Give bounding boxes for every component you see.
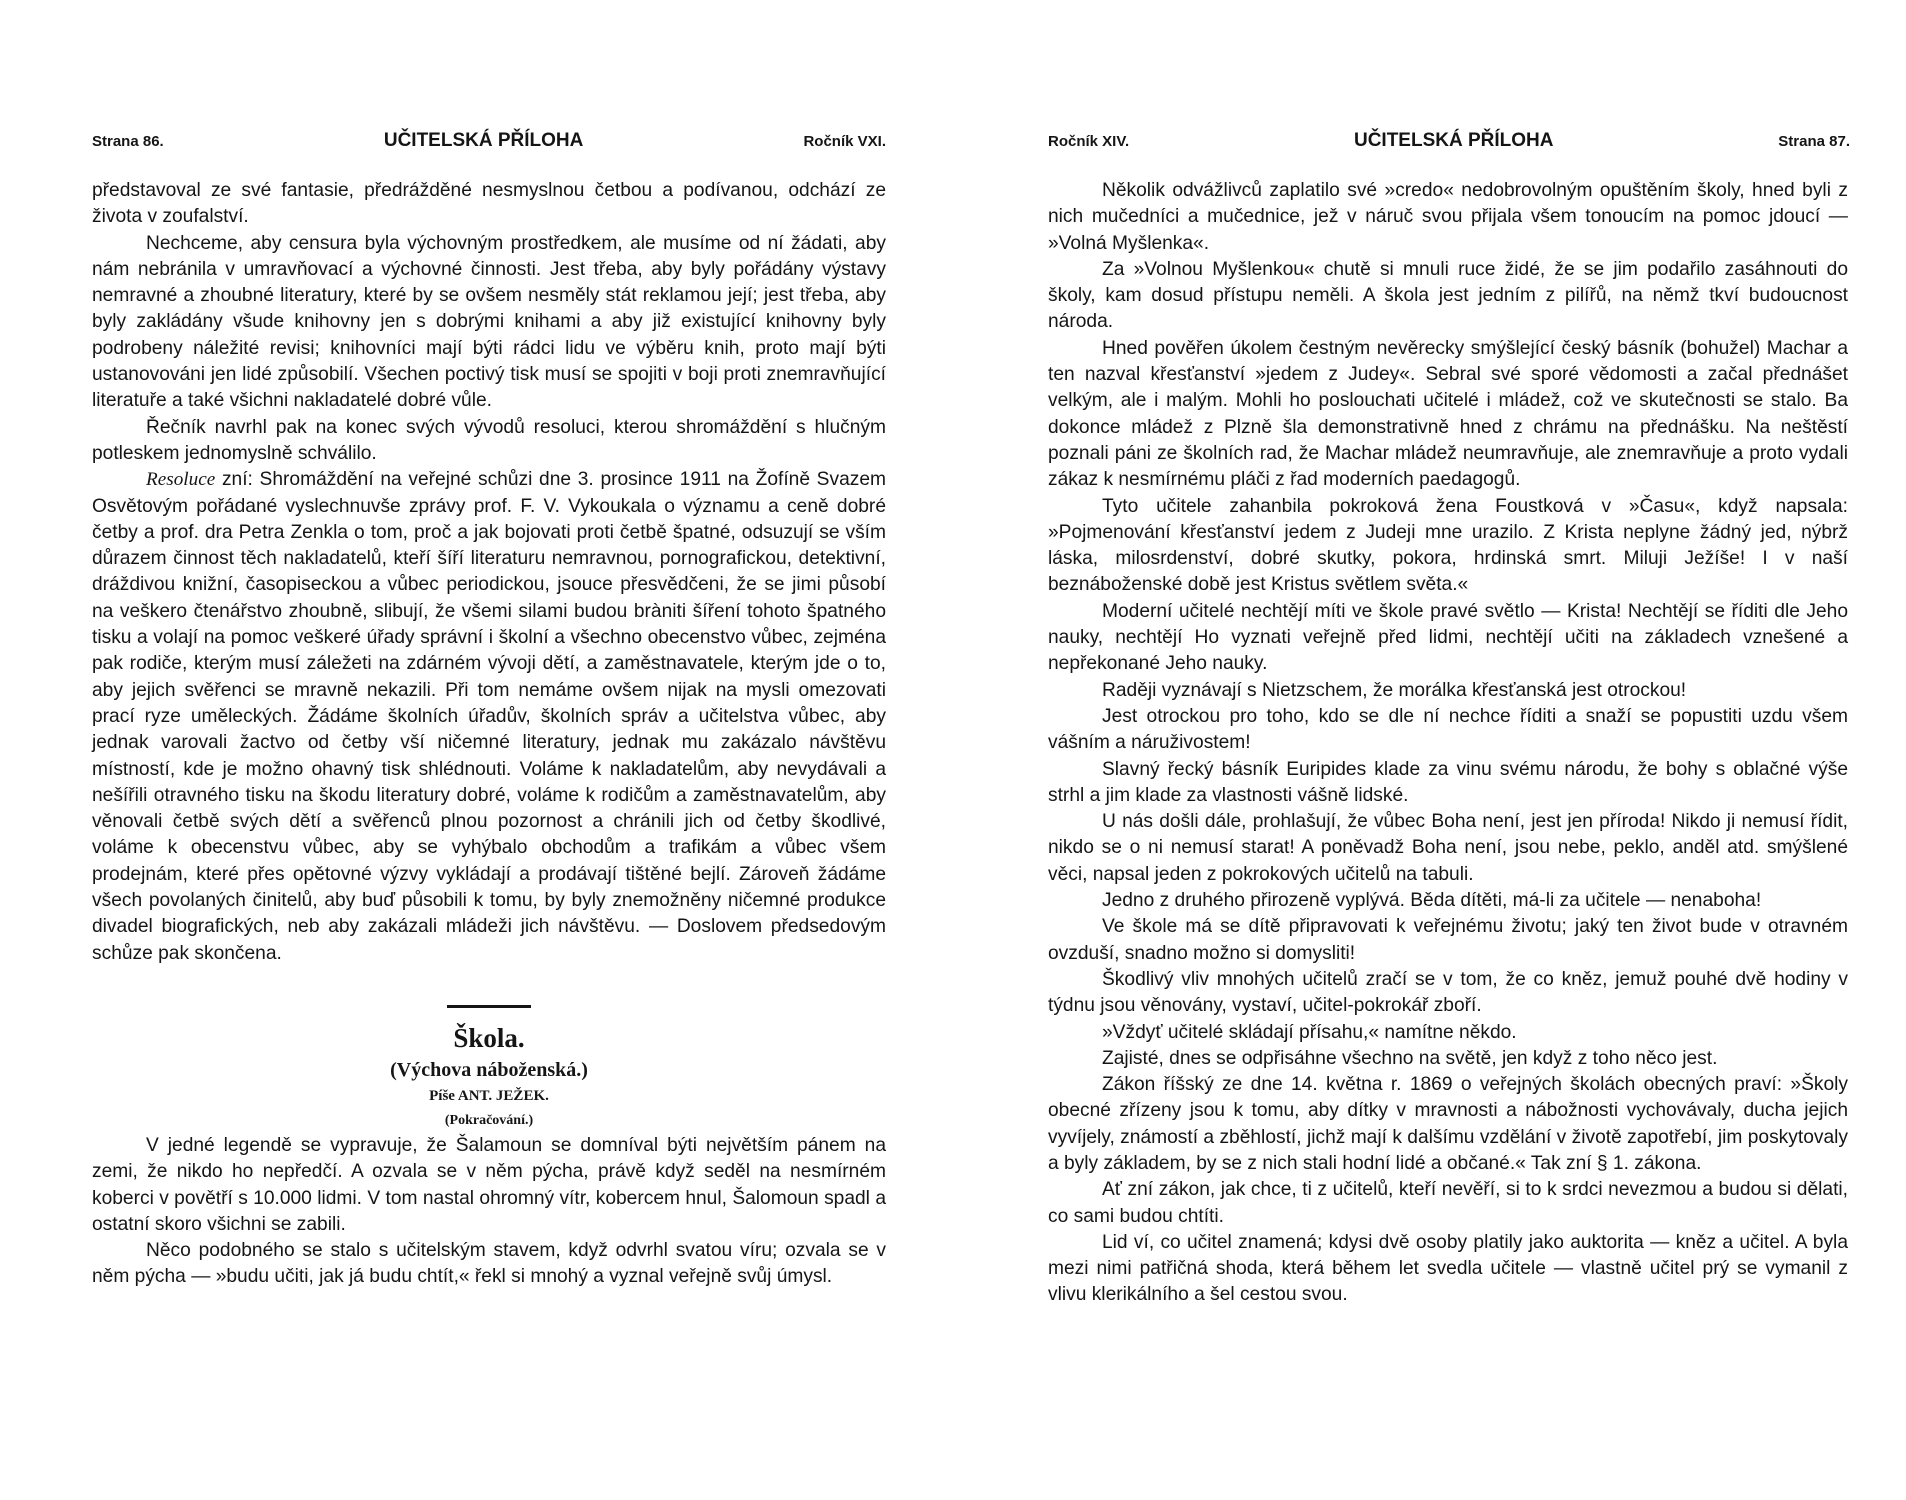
article-continued-note: (Pokračování.) [444, 1112, 534, 1128]
paragraph: Zákon říšský ze dne 14. května r. 1869 o veřejných školách obecných praví: »Školy obecné zřízeny jsou k tomu, aby dítky v mravnosti a nábožnosti vychovávaly, ducha jejich vyvíjely, známostí a zběhlostí, jichž mají k dalšímu vzdělání v životě zapotřebí, jim poskytovaly a byly základem, by se z nich stali hodní lidé a občané.« Tak zní § 1. zákona. [1048, 1074, 1848, 1174]
paragraph: Tyto učitele zahanbila pokroková žena Foustková v »Času«, když napsala: »Pojmenování křesťanství jedem z Judeji mne urazilo. Z Krista neplyne žádný jed, nýbrž láska, milosrdenství, dobré skutky, pokora, hrdinská smrt. Miluji Ježíše! I v naší beznáboženské době jest Kristus světlem světa.« [1048, 495, 1848, 596]
running-title: UČITELSKÁ PŘÍLOHA [383, 130, 584, 151]
resolution-paragraph [92, 467, 886, 967]
resolution-label: Resoluce [146, 469, 216, 491]
paragraph: Řečník navrhl pak na konec svých vývodů resoluci, kterou shromáždění s hlučným potleskem jednomyslně schválilo. [92, 416, 886, 464]
paragraph: Raději vyznávají s Nietzschem, že morálka křesťanská jest otrockou! [1102, 679, 1687, 701]
right-page-header [1048, 130, 1850, 160]
paragraph: Slavný řecký básník Euripides klade za vinu svému národu, že bohy s oblačné výše strhl a jim klade za vlastnosti vášně lidské. [1048, 758, 1848, 806]
volume-label: Ročník VXI. [803, 133, 886, 150]
left-page-header [92, 130, 886, 160]
paragraph: Zajisté, dnes se odpřisáhne všechno na světě, jen když z toho něco jest. [1102, 1047, 1718, 1069]
right-page-body [1048, 178, 1848, 1309]
article-subtitle: (Výchova náboženská.) [390, 1058, 588, 1081]
right-page [960, 0, 1906, 1500]
paragraph: Ve škole má se dítě připravovati k veřejnému životu; jaký ten život bude v otravném ovzduší, snadno možno si domysliti! [1048, 916, 1848, 964]
running-title: UČITELSKÁ PŘÍLOHA [1353, 130, 1554, 151]
paragraph: Za »Volnou Myšlenkou« chutě si mnuli ruce židé, že se jim podařilo zasáhnouti do školy, kam dosud přístupu neměli. A škola jest jedním z pilířů, na němž tkví budoucnost národa. [1048, 258, 1848, 333]
paragraph: Několik odvážlivců zaplatilo své »credo« nedobrovolným opuštěním školy, hned byli z nich mučedníci a mučednice, jež v náruč svou přijala všem tonoucím na pomoc jdoucí — »Volná Myšlenka«. [1048, 180, 1848, 254]
paragraph: představoval ze své fantasie, předrážděné nesmyslnou četbou a podívanou, odchází ze života v zoufalství. [92, 180, 886, 228]
paragraph: Moderní učitelé nechtějí míti ve škole pravé světlo — Krista! Nechtějí se říditi dle Jeho nauky, nechtějí Ho vyznati veřejně před lidmi, nechtějí učiti na základech vznešené a nepřekonané Jeho nauky. [1048, 600, 1848, 675]
paragraph: Hned pověřen úkolem čestným nevěrecky smýšlející český básník (bohužel) Machar a ten nazval křesťanství »jedem z Judey«. Sebral své sporé vědomosti a začal přednášet velkým, ale i malým. Mohli ho poslouchati učitelé i mládež, což ve skutečnosti se stalo. Ba dokonce mládež z Plzně šla demonstrativně hned z chrámu na přednášku. Na neštěstí poznali páni ze školních rad, že Machar mládež neumravňuje, ale znemravňuje a proto vydali zákaz k nesmírnému pláči z řad moderních paedagogů. [1048, 337, 1848, 491]
section-divider [447, 1005, 531, 1008]
paragraph: U nás došli dále, prohlašují, že vůbec Boha není, jest jen příroda! Nikdo ji nemusí řídit, nikdo se o ni nemusí starat! A poněvadž Boha není, jsou nebe, peklo, anděl atd. smýšlené věci, napsal jeden z pokrokových učitelů na tabuli. [1048, 811, 1848, 885]
article-paragraph: V jedné legendě se vypravuje, že Šalamoun se domníval býti největším pánem na zemi, že nikdo ho nepředčí. A ozvala se v něm pýcha, právě když seděl na nesmírném koberci v povětří s 10.000 lidmi. V tom nastal ohromný vítr, kobercem hnul, Šalomoun spadl a ostatní skoro všichni se zabili. [92, 1134, 886, 1235]
paragraph: Ať zní zákon, jak chce, ti z učitelů, kteří nevěří, si to k srdci nevezmou a budou si dělati, co sami budou chtíti. [1048, 1179, 1848, 1227]
paragraph: Jedno z druhého přirozeně vyplývá. Běda dítěti, má-li za učitele — nenaboha! [1102, 890, 1762, 912]
paragraph: Nechceme, aby censura byla výchovným prostředkem, ale musíme od ní žádati, aby nám nebránila v umravňovací a výchovné činnosti. Jest třeba, aby byly pořádány výstavy nemravné a zhoubné literatury, které by se ovšem nesměly stát reklamou její; jest třeba, aby byly zakládány všude knihovny jen s dobrými knihami a aby již existující knihovny byly podrobeny náležité revisi; knihovníci mají býti rádci lidu ve výběru knih, proto mají býti ustanovováni jen lidé způsobilí. Všechen poctivý tisk musí se spojiti v boji proti znemravňující literatuře a také všichni nakladatelé dobré vůle. [92, 232, 886, 412]
page-number: Strana 87. [1778, 133, 1850, 150]
article-paragraph: Něco podobného se stalo s učitelským stavem, když odvrhl svatou víru; ozvala se v něm pýcha — »budu učiti, jak já budu chtít,« řekl si mnohý a vyznal veřejně svůj úmysl. [92, 1240, 886, 1288]
volume-label: Ročník XIV. [1048, 133, 1130, 150]
paragraph: Jest otrockou pro toho, kdo se dle ní nechce říditi a snaží se popustiti uzdu všem vášním a náruživostem! [1048, 705, 1848, 754]
page-number: Strana 86. [92, 133, 164, 150]
paragraph: Škodlivý vliv mnohých učitelů zračí se v tom, že co kněz, jemuž pouhé dvě hodiny v týdnu jsou věnovány, vystaví, učitel-pokrokář zboří. [1048, 968, 1848, 1017]
article-author: Píše ANT. JEŽEK. [429, 1087, 549, 1104]
paragraph: »Vždyť učitelé skládají přísahu,« namítne někdo. [1102, 1021, 1517, 1043]
article-title: Škola. [453, 1022, 525, 1053]
paragraph: Lid ví, co učitel znamená; kdysi dvě osoby platily jako auktorita — kněz a učitel. A byla mezi nimi patřičná shoda, která během let svedla učitele — vlastně učitel prý se vymanil z vlivu klerikálního a šel cestou svou. [1048, 1231, 1848, 1306]
resolution-text: zní: Shromáždění na veřejné schůzi dne 3. prosince 1911 na Žofíně Svazem Osvětovým pořádané vyslechnuvše zprávy prof. F. V. Vykoukala o významu a ceně dobré četby a prof. dra Petra Zenkla o tom, proč a jak bojovati proti četbě špatné, odsuzují se vším důrazem činnost těch nakladatelů, kteří šíří literaturu nemravnou, pornografickou, detektivní, dráždivou knižní, časopiseckou a vůbec periodickou, jsouce přesvědčeni, že se jimi působí na veškero čtenářstvo zhoubně, slibují, že všemi silami budou bràniti šíření tohoto špatného tisku a volají na pomoc veškeré úřady správní i školní a všechno obecenstvo vůbec, zejména pak rodiče, kterým musí záležeti na zdárném vývoji dětí, a zaměstnavatele, kterým jde o to, aby jejich svěřenci se mravně nekazili. Při tom nemáme ovšem nijak na mysli omezovati prací ryze uměleckých. Žádáme školních úřadův, školních správ a učitelstva vůbec, aby jednak varovali žactvo od četby vší ničemné literatury, jednak mu zakázalo návštěvu místností, kde je možno ohavný tisk shlédnouti. Voláme k nakladatelům, aby nevydávali a nešířili otravného tisku na škodu literatury dobré, voláme k rodičům a zaměstnavatelům, aby věnovali četbě svých dětí a svěřenců plnou pozornost a chránili jich od četby škodlivé, voláme k obecenstvu vůbec, aby se vyhýbalo obchodům a trafikám a vůbec všem prodejnám, které přes opětovné výzvy vykládají a prodávají tištěné bejlí. Zároveň žádáme všech povolaných činitelů, aby buď působili k tomu, by byly znemožněny ničemné produkce divadel biografických, neb aby zakázali mládeži jich návštěvu. — Doslovem předsedovým schůze pak skončena. [92, 469, 886, 964]
left-page-body [92, 178, 886, 1291]
